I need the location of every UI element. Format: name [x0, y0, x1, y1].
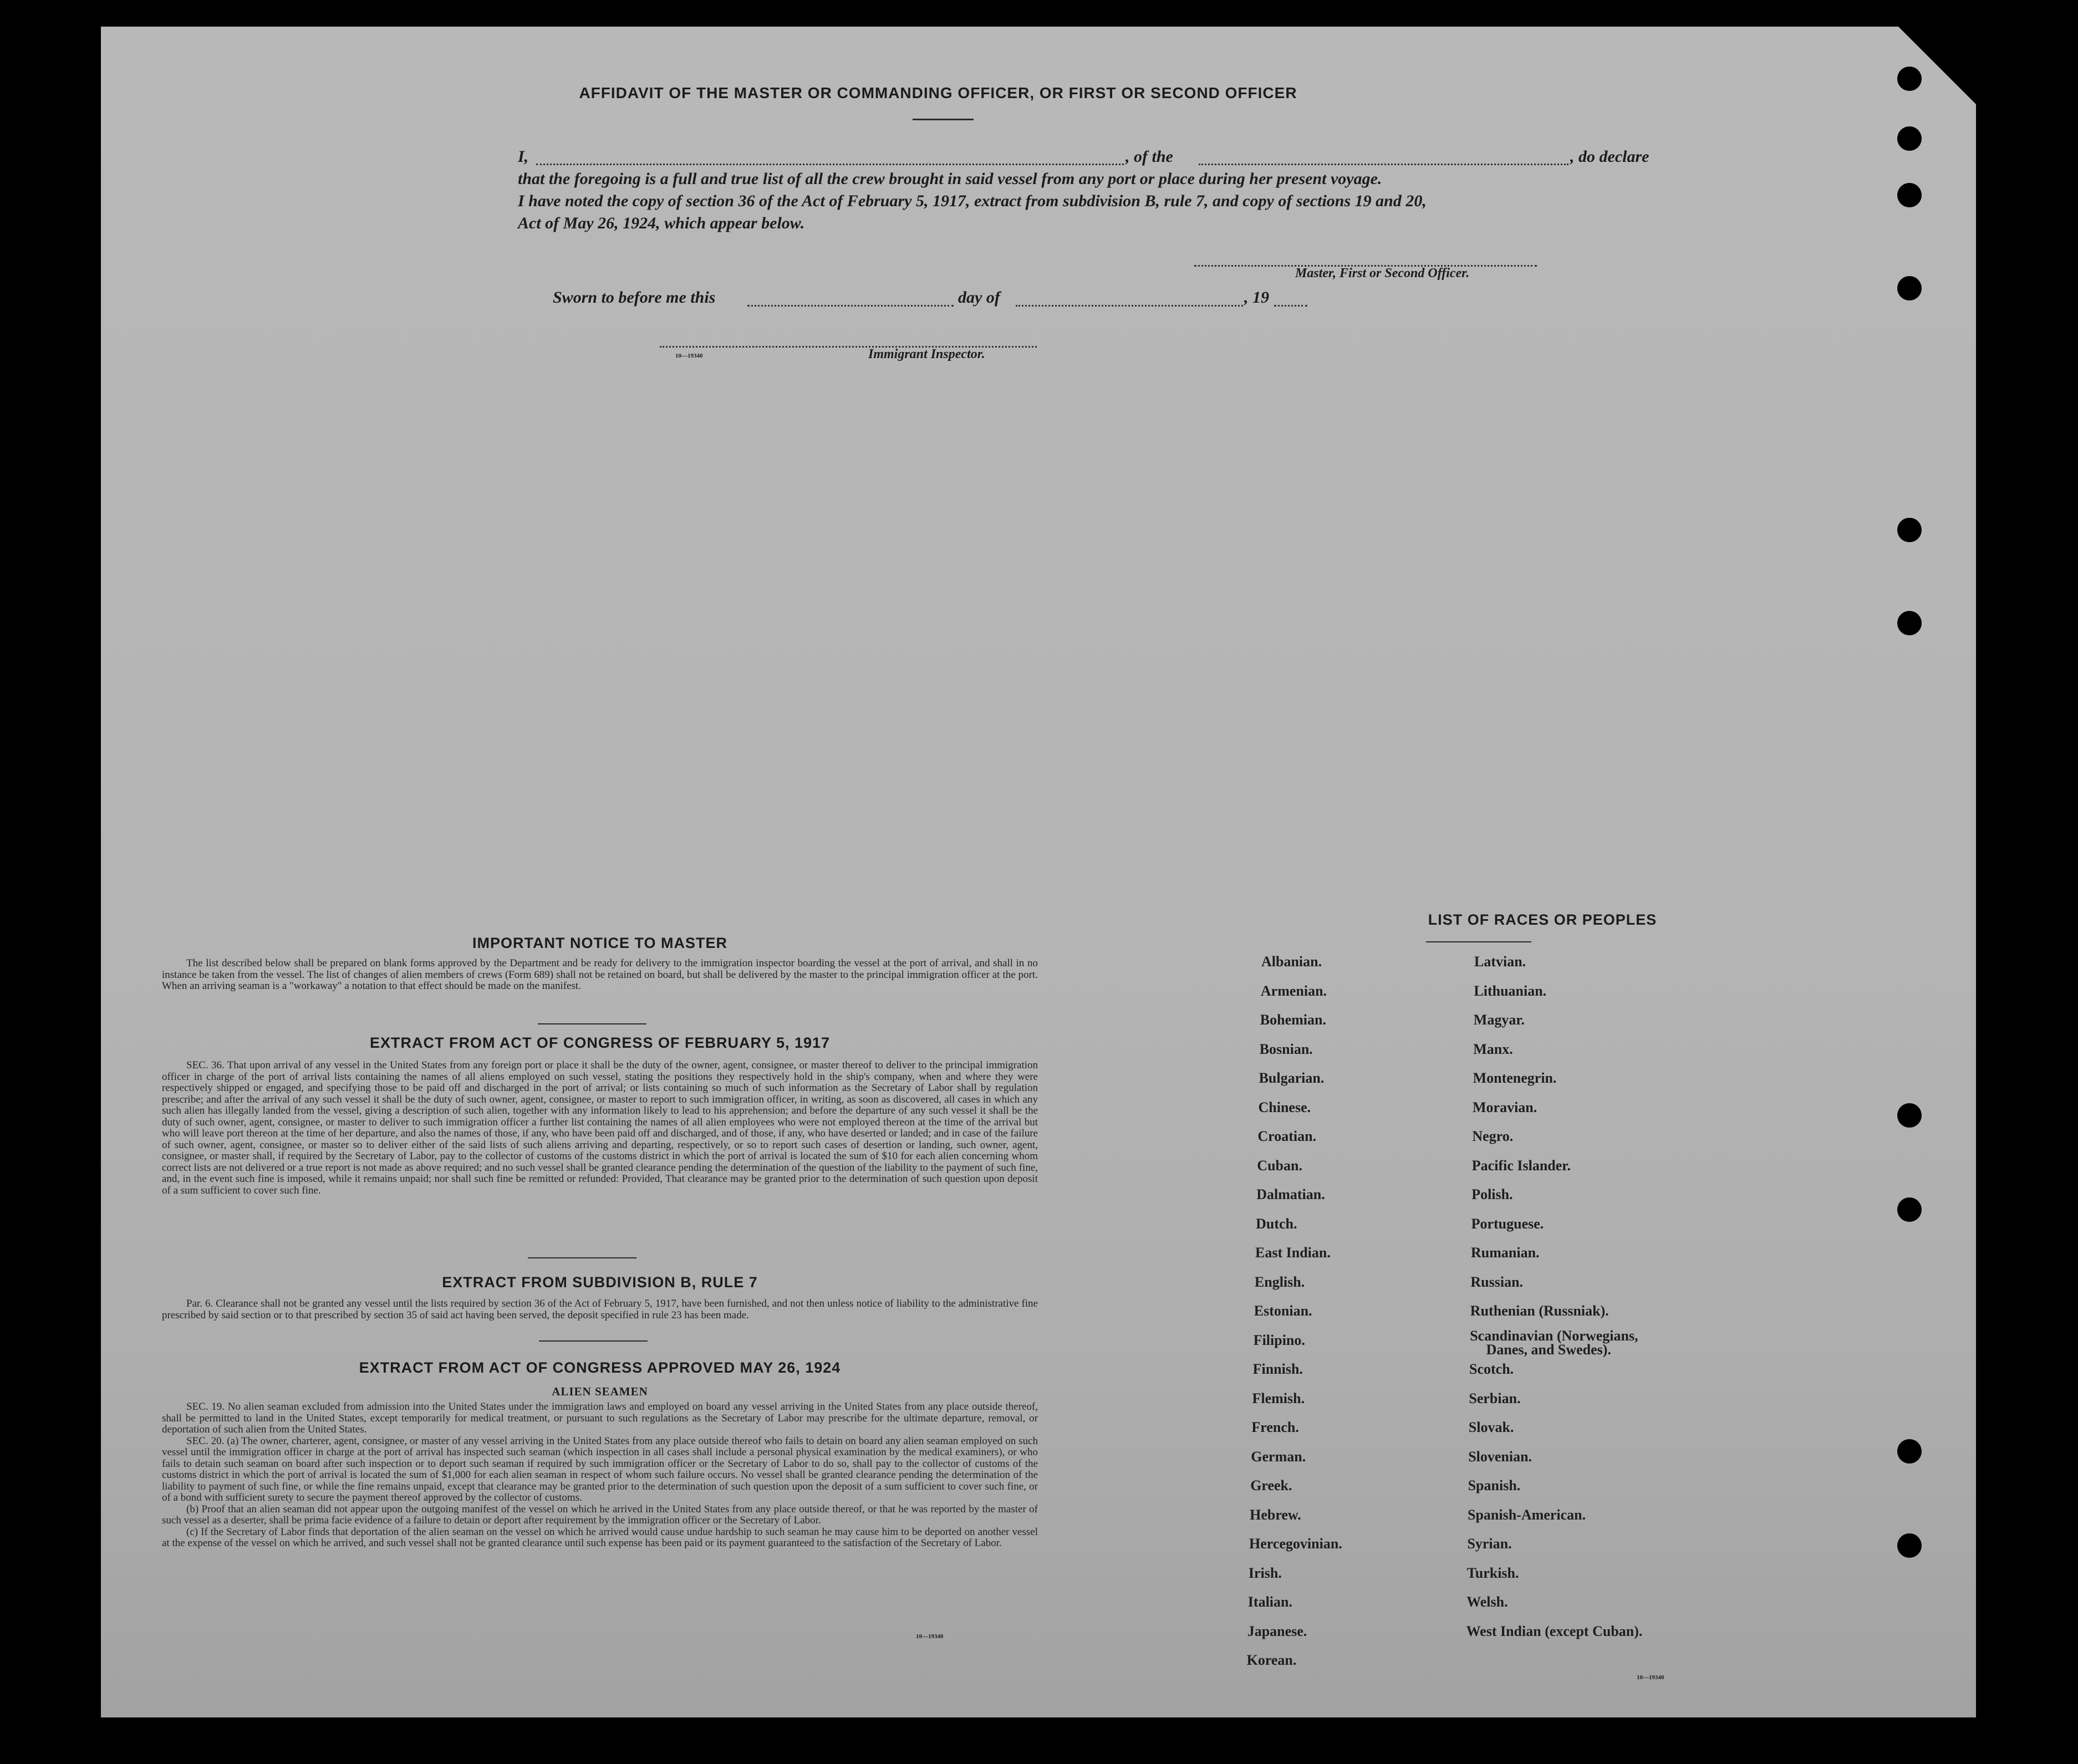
race-item: English.: [1254, 1273, 1305, 1290]
race-item: Latvian.: [1474, 954, 1526, 970]
race-item: Russian.: [1470, 1273, 1524, 1290]
punch-hole: [1897, 67, 1922, 91]
sworn-label: Sworn to before me this: [553, 288, 716, 307]
race-item: Lithuanian.: [1474, 982, 1547, 999]
rule-7-text: Par. 6. Clearance shall not be granted any vessel until the lists required by section 36 of the Act of February 5, 1917, have been furnished, and not then unless notice of liability to the administrative fine prescribed by said section or to that prescribed by section 35 of said act having been served, the deposit specified in rule 23 has been made.: [162, 1298, 1038, 1321]
race-item: Finnish.: [1252, 1361, 1303, 1377]
race-item: East Indian.: [1255, 1245, 1331, 1261]
race-item: Danes, and Swedes).: [1486, 1341, 1611, 1358]
extract-1924-text: [162, 1401, 1038, 1549]
affidavit-i: I,: [518, 147, 529, 166]
race-item: Syrian.: [1467, 1536, 1512, 1552]
punch-hole: [1897, 1439, 1922, 1464]
affidavit-do-declare: , do declare: [1570, 147, 1649, 166]
race-item: Moravian.: [1473, 1099, 1537, 1115]
punch-hole: [1897, 1197, 1922, 1222]
race-item: Chinese.: [1258, 1099, 1311, 1115]
race-item: Hercegovinian.: [1249, 1536, 1342, 1552]
race-item: Armenian.: [1260, 982, 1327, 999]
punch-hole: [1897, 183, 1922, 207]
extract-1917-text: SEC. 36. That upon arrival of any vessel in the United States from any foreign port or place it shall be the duty of the owner, agent, consignee, or master thereof to deliver to the principal immigration officer in charge of the port of arrival lists containing the names of all aliens employed on such vessel, stating the positions they respectively hold in the ship's company, when and where they were respectively shipped or engaged, and specifying those to be paid off and discharged in the port of arrival; or lists containing so much of such information as the Secretary of Labor shall by regulation prescribe; and after the arrival of any such vessel it shall be the duty of such owner, agent, consignee, or master to report to such immigration officer, in writing, as soon as discovered, all cases in which any such alien has illegally landed from the vessel, giving a description of such alien, together with any information likely to lead to his apprehension; and before the departure of any such vessel it shall be the duty of such owner, agent, consignee, or master to deliver to such immigration officer a further list containing the names of all alien employees who were not employed thereon at the time of the arrival but who will leave port thereon at the time of her departure, and also the names of those, if any, who have been paid off and discharged, and of those, if any, who have deserted or landed; and in case of the failure of such owner, agent, consignee, or master so to deliver either of the said lists of such aliens arriving and departing, respectively, or so to report such cases of desertion or landing, such owner, agent, consignee, or master shall, if required by the Secretary of Labor, pay to the collector of customs of the customs district in which the port of arrival is located the sum of $10 for each alien concerning whom correct lists are not delivered or a true report is not made as above required; and no such vessel shall be granted clearance pending the determination of the question of the liability to the payment of such fine, and, in the event such fine is imposed, while it remains unpaid; nor shall such fine be remitted or refunded: Provided, That clearance may be granted prior to the determination of such question upon deposit of a sum sufficient to cover such fine.: [162, 1059, 1038, 1196]
race-item: Scandinavian (Norwegians,: [1470, 1327, 1638, 1344]
race-item: Turkish.: [1466, 1564, 1519, 1581]
race-item: Ruthenian (Russniak).: [1470, 1303, 1609, 1319]
race-item: Albanian.: [1261, 954, 1322, 970]
race-item: Spanish.: [1468, 1477, 1521, 1493]
punch-hole: [1897, 1533, 1922, 1558]
race-item: Irish.: [1248, 1564, 1282, 1581]
race-item: Pacific Islander.: [1471, 1157, 1571, 1174]
race-item: Slovenian.: [1468, 1448, 1532, 1465]
extract-1917-title: EXTRACT FROM ACT OF CONGRESS OF FEBRUARY 5, 1917: [369, 1034, 831, 1051]
race-item: Negro.: [1472, 1128, 1514, 1144]
day-of-label: day of: [958, 288, 1000, 307]
section-19: SEC. 19. No alien seaman excluded from admission into the United States under the immigration laws and employed on board any vessel arriving in the United States from any place outside thereof, shall be permitted to land in the United States, except temporarily for medical treatment, or pursuant to such regulations as the Secretary of Labor may prescribe for the ultimate departure, removal, or deportation of such alien from the United States.: [162, 1401, 1038, 1435]
alien-seamen-subtitle: ALIEN SEAMEN: [552, 1385, 648, 1398]
race-item: Japanese.: [1247, 1623, 1307, 1639]
rule-7-title: EXTRACT FROM SUBDIVISION B, RULE 7: [442, 1274, 758, 1291]
affidavit-of-the: , of the: [1125, 147, 1173, 166]
punch-hole: [1897, 276, 1922, 300]
torn-corner: [1898, 27, 1976, 104]
punch-hole: [1897, 611, 1922, 635]
sworn-year-field[interactable]: [1274, 305, 1307, 307]
extract-1924-title: EXTRACT FROM ACT OF CONGRESS APPROVED MAY 26, 1924: [359, 1359, 841, 1376]
race-item: Spanish-American.: [1468, 1506, 1586, 1523]
sworn-month-field[interactable]: [1016, 305, 1243, 307]
race-item: West Indian (except Cuban).: [1466, 1623, 1643, 1639]
punch-hole: [1897, 518, 1922, 542]
race-item: Korean.: [1246, 1652, 1297, 1668]
race-item: Dutch.: [1256, 1215, 1297, 1232]
section-20b: (b) Proof that an alien seaman did not appear upon the outgoing manifest of the vessel on which he arrived in the United States from any place outside thereof, or that he was reported by the master of such vessel as a deserter, shall be prima facie evidence of a failure to detain or deport after requirement by the immigration officer or the Secretary of Labor.: [162, 1503, 1038, 1526]
race-item: Bosnian.: [1259, 1041, 1313, 1057]
race-item: Welsh.: [1466, 1594, 1508, 1610]
race-item: Dalmatian.: [1256, 1186, 1325, 1202]
race-item: Greek.: [1250, 1477, 1292, 1493]
affidavit-line-4: Act of May 26, 1924, which appear below.: [518, 214, 805, 232]
vessel-name-field[interactable]: [1199, 164, 1568, 165]
notice-title: IMPORTANT NOTICE TO MASTER: [472, 935, 727, 951]
races-title: LIST OF RACES OR PEOPLES: [1428, 911, 1657, 928]
race-item: Hebrew.: [1250, 1506, 1301, 1523]
punch-hole: [1897, 126, 1922, 151]
divider: [528, 1257, 636, 1258]
race-item: Portuguese.: [1471, 1215, 1544, 1232]
race-item: Rumanian.: [1471, 1245, 1540, 1261]
affidavit-line-2: that the foregoing is a full and true list of all the crew brought in said vessel from any port or place during her present voyage.: [518, 170, 1382, 188]
master-name-field[interactable]: [536, 164, 1124, 165]
section-20a: SEC. 20. (a) The owner, charterer, agent, consignee, or master of any vessel arriving in the United States from any place outside thereof who fails to detain on board any alien seaman employed on such vessel until the immigration officer in charge at the port of arrival has inspected such seaman (which inspection in all cases shall include a personal physical examination by the medical examiners), or who fails to detain such seaman on board after such inspection or to deport such seaman if required by such immigration officer or the Secretary of Labor to do so, shall pay to the collector of customs of the customs district in which the port of arrival is located the sum of $1,000 for each alien seaman in respect of whom such failure occurs. No vessel shall be granted clearance pending the determination of the liability to payment of such fine, or while the fine remains unpaid, except that clearance may be granted prior to the determination of such question upon the deposit of a sum sufficient to cover such fine, or of a bond with sufficient surety to secure the payment thereof approved by the collector of customs.: [162, 1435, 1038, 1503]
race-item: Cuban.: [1257, 1157, 1302, 1174]
race-item: Manx.: [1473, 1041, 1513, 1057]
punch-hole: [1897, 1103, 1922, 1128]
race-item: German.: [1251, 1448, 1306, 1465]
form-number: 10—19340: [916, 1633, 944, 1640]
sworn-day-field[interactable]: [747, 305, 954, 307]
race-item: Bulgarian.: [1259, 1070, 1325, 1086]
race-item: Filipino.: [1253, 1332, 1305, 1348]
year-label: , 19: [1244, 288, 1269, 307]
race-item: French.: [1251, 1419, 1299, 1435]
divider: [913, 119, 974, 120]
race-item: Bohemian.: [1260, 1012, 1326, 1028]
race-item: Scotch.: [1469, 1361, 1514, 1377]
inspector-label: Immigrant Inspector.: [868, 347, 985, 361]
form-number: 10—19340: [1637, 1674, 1664, 1681]
race-item: Magyar.: [1473, 1012, 1525, 1028]
race-item: Estonian.: [1254, 1303, 1312, 1319]
form-number: 10—19340: [675, 353, 703, 359]
section-20c: (c) If the Secretary of Labor finds that deportation of the alien seaman on the vessel on which he arrived would cause undue hardship to such seaman he may cause him to be deported on another vessel at the expense of the vessel on which he arrived, and such vessel shall not be granted clearance until such expense has been paid or its payment guaranteed to the satisfaction of the Secretary of Labor.: [162, 1526, 1038, 1549]
race-item: Polish.: [1471, 1186, 1513, 1202]
divider: [539, 1340, 648, 1342]
form-sheet: [101, 27, 1976, 1717]
affidavit-line-3: I have noted the copy of section 36 of the Act of February 5, 1917, extract from subdivision B, rule 7, and copy of sections 19 and 20,: [518, 192, 1427, 210]
race-item: Slovak.: [1468, 1419, 1514, 1435]
race-item: Italian.: [1247, 1594, 1292, 1610]
affidavit-title: AFFIDAVIT OF THE MASTER OR COMMANDING OFFICER, OR FIRST OR SECOND OFFICER: [579, 84, 1297, 101]
signature-label: Master, First or Second Officer.: [1295, 266, 1470, 281]
divider: [1426, 941, 1531, 942]
race-item: Flemish.: [1252, 1390, 1305, 1406]
divider: [538, 1023, 646, 1024]
race-item: Croatian.: [1257, 1128, 1317, 1144]
notice-text: The list described below shall be prepared on blank forms approved by the Department and be ready for delivery to the immigration inspector boarding the vessel at the port of arrival, and shall in no instance be taken from the vessel. The list of changes of alien members of crews (Form 689) shall not be retained on board, but shall be delivered by the master to the principal immigration officer at the port. When an arriving seaman is a "workaway" a notation to that effect should be made on the manifest.: [162, 957, 1038, 992]
race-item: Serbian.: [1469, 1390, 1521, 1406]
race-item: Montenegrin.: [1473, 1070, 1557, 1086]
